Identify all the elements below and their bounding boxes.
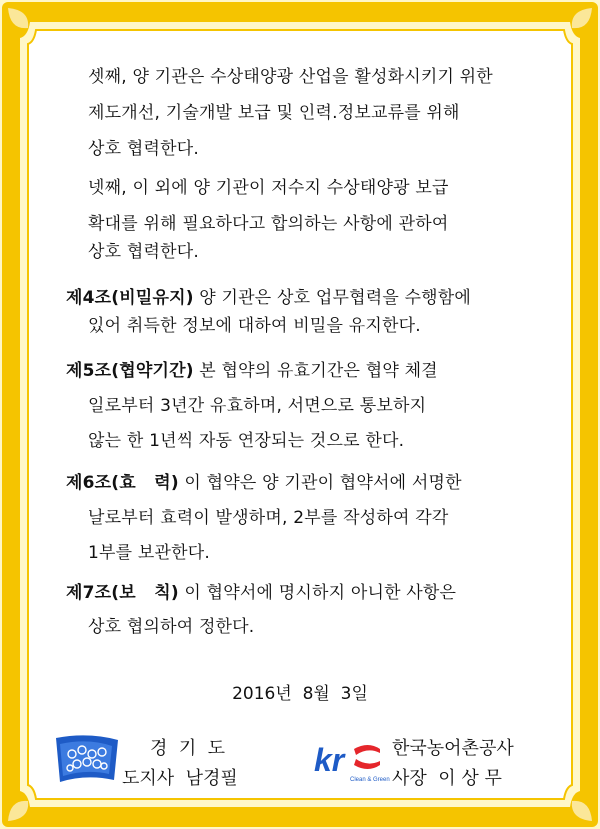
article-4-line-1 [66, 288, 471, 308]
article-4-heading: 제4조(비밀유지) [66, 288, 194, 308]
article-4-text: 양 기관은 상호 업무협력을 수행함에 [193, 288, 472, 308]
paragraph-4-line-2: 확대를 위해 필요하다고 합의하는 사항에 관하여 [88, 214, 449, 234]
paragraph-4-line-1: 넷째, 이 외에 양 기관이 저수지 수상태양광 보급 [88, 178, 449, 198]
article-5-line-1 [66, 361, 438, 381]
article-6-heading: 제6조(효 력) [66, 473, 179, 493]
article-5-line-2: 일로부터 3년간 유효하며, 서면으로 통보하지 [88, 396, 427, 416]
article-4-line-2: 있어 취득한 정보에 대하여 비밀을 유지한다. [88, 316, 421, 336]
signer-krc: 사장 이 상 무 [392, 768, 502, 789]
paragraph-3-line-2: 제도개선, 기술개발 보급 및 인력.정보교류를 위해 [88, 103, 460, 123]
article-7-line-1 [66, 583, 456, 603]
krc-logo-letters: kr [314, 742, 345, 778]
paragraph-3-line-1: 셋째, 양 기관은 수상태양광 산업을 활성화시키기 위한 [88, 67, 493, 87]
article-7-text: 이 협약서에 명시하지 아니한 사항은 [178, 583, 457, 603]
article-7-line-2: 상호 협의하여 정한다. [88, 617, 255, 637]
article-6-line-3: 1부를 보관한다. [88, 543, 210, 563]
article-6-text: 이 협약은 양 기관이 협약서에 서명한 [178, 473, 462, 493]
article-6-line-1 [66, 473, 462, 493]
signing-date: 2016년 8월 3일 [232, 684, 368, 704]
org-krc: 한국농어촌공사 [392, 738, 514, 759]
paragraph-3-line-3: 상호 협력한다. [88, 139, 199, 159]
org-gyeonggi: 경 기 도 [150, 738, 226, 759]
article-5-line-3: 않는 한 1년씩 자동 연장되는 것으로 한다. [88, 431, 405, 451]
article-5-heading: 제5조(협약기간) [66, 361, 194, 381]
signature-gyeonggi [122, 737, 238, 791]
krc-logo-tagline: Clean & Green [350, 777, 390, 783]
paragraph-4-line-3: 상호 협력한다. [88, 242, 199, 262]
signer-gyeonggi: 도지사 남경필 [122, 768, 238, 789]
krc-logo-icon [310, 735, 390, 787]
article-5-text: 본 협약의 유효기간은 협약 체결 [193, 361, 438, 381]
gyeonggi-logo-icon [52, 730, 122, 788]
signature-krc [392, 737, 514, 791]
article-6-line-2: 날로부터 효력이 발생하며, 2부를 작성하여 각각 [88, 508, 449, 528]
article-7-heading: 제7조(보 칙) [66, 583, 179, 603]
